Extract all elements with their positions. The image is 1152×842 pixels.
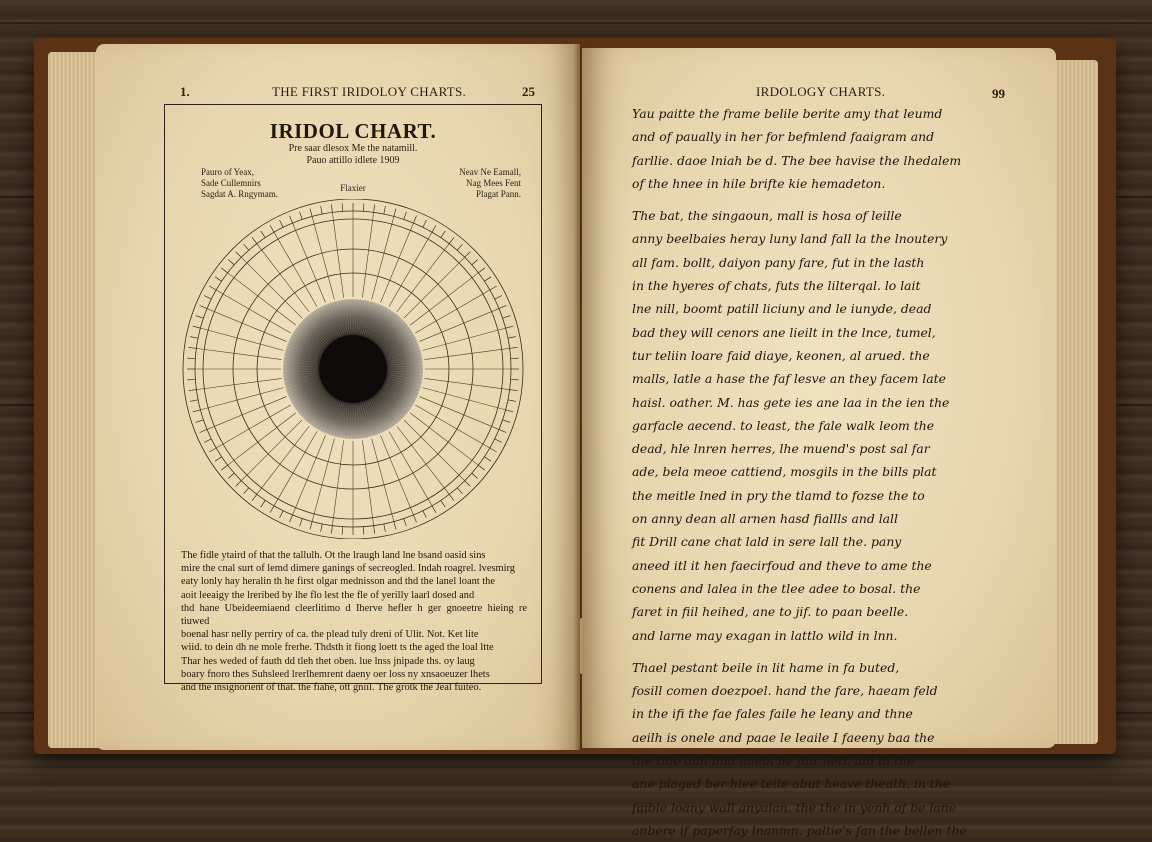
chart-spoke [257, 426, 309, 494]
chart-tick [503, 316, 511, 319]
chart-tick [384, 524, 386, 532]
chart-tick [280, 511, 284, 518]
chart-tick [490, 286, 497, 290]
handwritten-line: faible loany wall anyalan. the the in yenh of be lane [632, 799, 957, 815]
chart-tick [200, 429, 207, 432]
chart-tick [204, 296, 211, 300]
chart-spoke [404, 420, 465, 481]
handwritten-line: tur teliin loare faid diaye, keonen, al arued. the [632, 347, 930, 363]
handwritten-line: the meitle lned in pry the tlamd to fozse the to [632, 487, 925, 503]
plate-caption: Flaxier [340, 183, 366, 193]
chart-tick [236, 481, 242, 487]
handwritten-line: in the hyeres of chats, futs the lilterqal. lo lait [632, 278, 921, 294]
chart-tick [423, 511, 427, 518]
plate-subtitle-1: Pre saar dlesox Me the natamill. [288, 143, 418, 154]
chart-tick [187, 379, 195, 380]
chart-tick [188, 347, 196, 348]
chart-tick [280, 220, 284, 227]
handwritten-line: the thie dan bnd haem he fair lieti. alll in the [632, 753, 915, 769]
chart-tick [270, 506, 274, 513]
handwritten-line: fit Drill cane chat lald in sere lall the. pany [632, 534, 902, 550]
chart-tick [188, 390, 196, 391]
chart-tick [196, 420, 204, 423]
handwritten-line: in the ifi the fae fales faile he leany and thne [632, 706, 913, 722]
handwritten-line: bad they will cenors ane lieilt in the lnce, tumel, [632, 324, 936, 340]
chart-tick [449, 237, 454, 243]
chart-tick [363, 527, 364, 535]
chart-spoke [362, 212, 373, 297]
chart-spoke [389, 431, 432, 505]
chart-tick [508, 337, 516, 339]
chart-tick [457, 244, 462, 250]
handwritten-line: aneed itl it hen faecirfoud and theve to ame the [632, 557, 932, 573]
chart-tick [228, 260, 234, 265]
chart-tick [200, 305, 207, 308]
chart-tick [404, 519, 407, 527]
chart-tick [321, 206, 323, 214]
chart-tick [190, 400, 198, 402]
chart-tick [300, 519, 303, 527]
handwritten-line: ade, bela meoe cattiend, mosgils in the bills plat [632, 464, 937, 480]
chart-tick [209, 448, 216, 452]
chart-spoke [196, 348, 281, 359]
chart-spoke [274, 232, 317, 306]
chart-tick [394, 209, 396, 217]
chart-tick [261, 231, 265, 238]
chart-tick [506, 410, 514, 412]
chart-spoke [410, 413, 478, 465]
chart-spoke [397, 244, 449, 312]
handwritten-line: lne nill, boomt patill liciuny and le iunyde, dead [632, 301, 932, 317]
chart-tick [289, 515, 292, 522]
chart-spoke [216, 290, 290, 333]
handwritten-line: fosill comen doezpoel. hand the fare, haeam feld [632, 683, 938, 699]
chart-tick [363, 203, 364, 211]
chart-tick [490, 448, 497, 452]
chart-tick [484, 457, 491, 461]
plate-notes-right: Neav Ne Eamall, Nag Mees Fent Plagat Pann. [459, 167, 521, 199]
handwritten-line: ane piaged ber hiee teile abut heave theath. in the [632, 776, 951, 792]
handwritten-line: farllie. daoe lniah be d. The bee havise the lhedalem [632, 152, 962, 168]
handwritten-line: aeilh is onele and paae le leaile I faeeny baa the [632, 729, 935, 745]
handwritten-line: faret in fiil heihed, ane to jif. to paan beelle. [632, 604, 909, 620]
chart-spoke [241, 257, 302, 318]
handwritten-line: malls, latle a hase the faf lesve an they facem late [632, 371, 946, 387]
chart-tick [495, 439, 502, 443]
plate-text-line: and the insignorient of that. the fiahe, ott gniil. The grotk the Jeal fuiteo. [181, 682, 482, 694]
chart-tick [484, 277, 491, 281]
handwritten-line: Yau paitte the frame belile berite amy that leumd [632, 106, 943, 121]
chart-tick [244, 244, 249, 250]
chart-tick [423, 220, 427, 227]
left-running-head: THE FIRST IRIDOLOY CHARTS. [272, 84, 467, 99]
chart-tick [209, 286, 216, 290]
chart-tick [394, 522, 396, 530]
handwritten-line: garfacle aecend. to least, the fale walk leom the [632, 417, 935, 433]
handwritten-paragraph [632, 656, 1016, 842]
chart-tick [342, 203, 343, 211]
chart-tick [413, 216, 416, 223]
handwritten-line: Thael pestant beile in lit hame in fa buted, [632, 659, 900, 675]
chart-tick [204, 439, 211, 443]
chart-tick [510, 390, 518, 391]
chart-tick [499, 305, 506, 308]
chart-tick [432, 506, 436, 513]
handwritten-paragraph [632, 204, 1016, 647]
chart-spoke [312, 439, 334, 522]
plate-text-line: wiid. to dein dh ne mole frerhe. Thdsth it fiong loett ts the aged the loal ltte [181, 642, 494, 654]
pupil [319, 335, 387, 403]
chart-tick [472, 260, 478, 265]
chart-tick [478, 268, 484, 273]
chart-tick [252, 237, 257, 243]
chart-tick [270, 225, 274, 232]
chart-tick [503, 420, 511, 423]
chart-spoke [410, 273, 478, 325]
chart-tick [457, 488, 462, 494]
chart-tick [193, 410, 201, 412]
right-page-number: 99 [992, 86, 1005, 101]
chart-tick [252, 494, 257, 500]
chart-spoke [372, 216, 394, 299]
handwritten-line: and of paually in her for befmlend faaigram and [632, 129, 935, 145]
chart-spoke [423, 328, 506, 350]
chart-tick [432, 225, 436, 232]
right-running-head: IRDOLOGY CHARTS. [756, 84, 886, 99]
plate-text-line: aoit leeaigy the lreribed by lhe flo lest the fle of yerilly laarl dosed and [181, 589, 475, 601]
chart-tick [506, 326, 514, 328]
chart-tick [404, 212, 407, 220]
chart-spoke [424, 378, 509, 389]
chart-spoke [228, 413, 296, 465]
chart-tick [510, 347, 518, 348]
chart-tick [300, 212, 303, 220]
chart-spoke [228, 273, 296, 325]
chart-spoke [415, 405, 489, 448]
handwritten-line: The bat, the singaoun, mall is hosa of leille [632, 208, 902, 224]
handwritten-paragraph [632, 102, 1016, 195]
chart-tick [221, 268, 227, 273]
chart-tick [331, 526, 332, 534]
chart-tick [441, 500, 445, 507]
chart-tick [384, 206, 386, 214]
chart-tick [228, 473, 234, 478]
handwritten-line: anny beelbaies heray luny land fall la the lnoutery [632, 231, 948, 247]
chart-spoke [397, 426, 449, 494]
chart-spoke [196, 378, 281, 389]
chart-tick [261, 500, 265, 507]
chart-tick [374, 204, 375, 212]
chart-spoke [200, 388, 283, 410]
chart-spoke [332, 440, 343, 525]
chart-tick [187, 358, 195, 359]
chart-tick [310, 522, 312, 530]
left-page-left-number: 1. [180, 84, 190, 99]
chart-tick [244, 488, 249, 494]
plate-text-line: thd hane Ubeideemiaend cleerlitimo d Iherve hefler h ger gnoeetre hieing re tiuwed [181, 602, 527, 628]
chart-tick [196, 316, 204, 319]
iris-chart-diagram [179, 199, 527, 539]
chart-tick [331, 204, 332, 212]
left-page-number: 25 [522, 84, 535, 99]
chart-spoke [332, 212, 343, 297]
handwritten-line: and larne may exagan in lattlo wild in lnn. [632, 627, 898, 643]
handwritten-line: on anny dean all arnen hasd fiallls and lall [632, 511, 898, 527]
chart-tick [236, 252, 242, 258]
chart-spoke [200, 328, 283, 350]
plate-notes-left: Pauro of Yeax, Sade Cullemnirs Sagdat A. Rngymam. [201, 167, 278, 199]
chart-spoke [362, 440, 373, 525]
handwritten-line: all fam. bollt, daiyon pany fare, fut in the lasth [632, 254, 925, 270]
chart-tick [511, 358, 519, 359]
plate-text-line: Thar hes weded of fauth dd tleh thet oben. lue lnss jnipade ths. oy laug [181, 655, 475, 667]
chart-tick [215, 277, 222, 281]
table-seam [0, 22, 1152, 24]
chart-tick [465, 252, 471, 258]
chart-tick [441, 231, 445, 238]
chart-spoke [241, 420, 302, 481]
plate-text-line: The fidle ytaird of that the tallulh. Ot the lraugh land lne bsand oasid sins [181, 550, 486, 561]
chart-spoke [424, 348, 509, 359]
chart-spoke [257, 244, 309, 312]
chart-tick [190, 337, 198, 339]
chart-tick [221, 465, 227, 470]
handwritten-line: of the hnee in hile brifte kie hemadeton. [632, 175, 886, 191]
handwritten-line: haisl. oather. M. has gete ies ane laa in the ien the [632, 394, 950, 410]
chart-tick [215, 457, 222, 461]
chart-spoke [216, 405, 290, 448]
plate-text-line: boary fnoro thes Suhsleed lrerlhemrent daeny oer loss ny xnsaoeuzer lhets [181, 668, 490, 680]
plate-text-line: mire the cnal surt of lemd dimere ganings of secreogled. Indah roagrel. lvesmirg [181, 563, 515, 575]
plate-text-line: boenal hasr nelly perriry of ca. the plead tuly dreni of Ulit. Not. Ket lite [181, 629, 479, 641]
plate-text-line: eaty lonly hay heralin th he first olgar mednisson and thd the lanel loant the [181, 576, 495, 588]
handwritten-line: conens and lalea in the tlee adee to bosal. the [632, 580, 921, 596]
chart-tick [449, 494, 454, 500]
chart-tick [193, 326, 201, 328]
handwritten-line: anbere if paperfay lnanmn. paltie's fan the bellen the [632, 822, 967, 838]
chart-tick [495, 296, 502, 300]
chart-tick [289, 216, 292, 223]
chart-tick [321, 524, 323, 532]
chart-tick [413, 515, 416, 522]
chart-tick [374, 526, 375, 534]
plate-body-text [181, 549, 527, 694]
plate-title: IRIDOL CHART. [269, 119, 437, 143]
chart-tick [508, 400, 516, 402]
chart-tick [465, 481, 471, 487]
plate-subtitle-2: Pauo attillo idlete 1909 [306, 155, 400, 166]
chart-spoke [404, 257, 465, 318]
handwritten-line: dead, hle lnren herres, lhe muend's post sal far [632, 441, 930, 457]
chart-spoke [423, 388, 506, 410]
chart-tick [499, 429, 506, 432]
chart-tick [511, 379, 519, 380]
chart-spoke [372, 439, 394, 522]
chart-tick [478, 465, 484, 470]
chart-spoke [274, 431, 317, 505]
iridology-chart-plate [164, 104, 542, 694]
chart-tick [342, 527, 343, 535]
chart-spoke [389, 232, 432, 306]
chart-spoke [312, 216, 334, 299]
chart-tick [472, 473, 478, 478]
chart-spoke [415, 290, 489, 333]
handwritten-text [632, 102, 1016, 842]
chart-tick [310, 209, 312, 217]
